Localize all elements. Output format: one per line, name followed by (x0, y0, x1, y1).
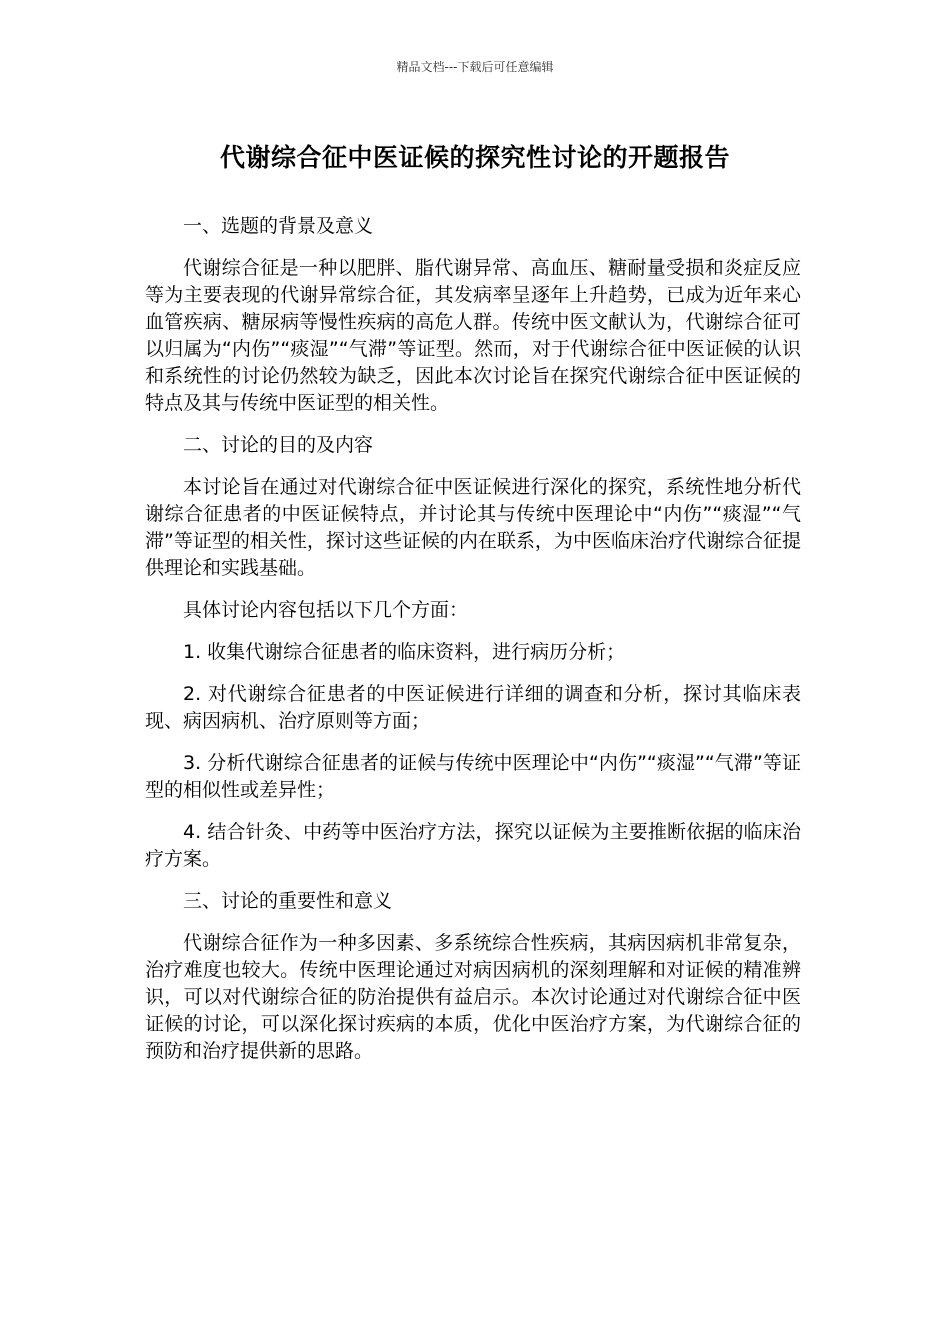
paragraph-purpose: 本讨论旨在通过对代谢综合征中医证候进行深化的探究，系统性地分析代谢综合征患者的中医证候特点，并讨论其与传统中医理论中“内伤”“痰湿”“气滞”等证型的相关性，探讨这些证候的内在联系，为中医临床治疗代谢综合征提供理论和实践基础。 (145, 476, 801, 579)
document-body (145, 213, 801, 1080)
list-item: 2. 对代谢综合征患者的中医证候进行详细的调查和分析，探讨其临床表现、病因病机、治疗原则等方面； (145, 683, 801, 732)
list-item: 1. 收集代谢综合征患者的临床资料，进行病历分析； (183, 641, 626, 663)
section-heading-significance: 三、讨论的重要性和意义 (183, 890, 393, 912)
document-title: 代谢综合征中医证候的探究性讨论的开题报告 (219, 143, 730, 172)
list-item: 3. 分析代谢综合征患者的证候与传统中医理论中“内伤”“痰湿”“气滞”等证型的相似性或差异性； (145, 752, 801, 801)
section-heading-purpose: 二、讨论的目的及内容 (183, 434, 374, 456)
paragraph-background: 代谢综合征是一种以肥胖、脂代谢异常、高血压、糖耐量受损和炎症反应等为主要表现的代谢异常综合征，其发病率呈逐年上升趋势，已成为近年来心血管疾病、糖尿病等慢性疾病的高危人群。传统中医文献认为，代谢综合征可以归属为“内伤”“痰湿”“气滞”等证型。然而，对于代谢综合征中医证候的认识和系统性的讨论仍然较为缺乏，因此本次讨论旨在探究代谢综合征中医证候的特点及其与传统中医证型的相关性。 (145, 257, 801, 414)
list-item: 4. 结合针灸、中药等中医治疗方法，探究以证候为主要推断依据的临床治疗方案。 (145, 821, 801, 870)
section-heading-background: 一、选题的背景及意义 (183, 215, 374, 237)
header-note: 精品文档---下载后可任意编辑 (396, 60, 554, 74)
paragraph-significance: 代谢综合征作为一种多因素、多系统综合性疾病，其病因病机非常复杂，治疗难度也较大。传统中医理论通过对病因病机的深刻理解和对证候的精准辨识，可以对代谢综合征的防治提供有益启示。本次讨论通过对代谢综合征中医证候的讨论，可以深化探讨疾病的本质，优化中医治疗方案，为代谢综合征的预防和治疗提供新的思路。 (145, 932, 801, 1062)
paragraph-content-intro: 具体讨论内容包括以下几个方面： (183, 599, 469, 621)
